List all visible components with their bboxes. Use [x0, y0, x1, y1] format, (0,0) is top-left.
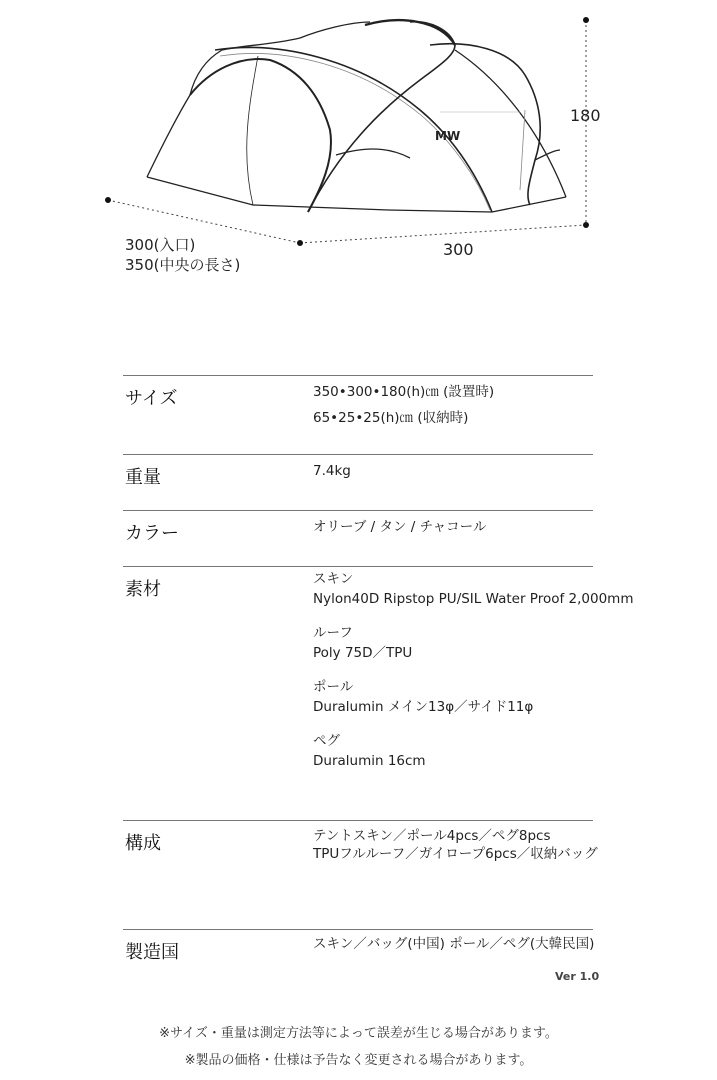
- depth-dimension-label-center: 350(中央の長さ): [125, 256, 241, 274]
- spec-label: サイズ: [125, 388, 178, 409]
- spec-label: 重量: [125, 467, 161, 488]
- spec-value: Nylon40D Ripstop PU/SIL Water Proof 2,000mm: [313, 591, 634, 607]
- spec-row-components: [123, 820, 598, 931]
- spec-label: カラー: [125, 523, 179, 544]
- spec-value: スキン: [313, 571, 354, 587]
- spec-value: ルーフ: [313, 625, 353, 641]
- spec-row-weight: [123, 454, 593, 511]
- spec-value: オリーブ / タン / チャコール: [313, 519, 487, 535]
- tent-diagram: [0, 0, 717, 290]
- spec-value: Duralumin メイン13φ／サイド11φ: [313, 699, 534, 715]
- tent-illustration: [0, 0, 717, 290]
- spec-value: テントスキン／ポール4pcs／ペグ8pcs: [313, 828, 551, 844]
- width-dimension-label: 300: [443, 240, 474, 259]
- spec-label: 構成: [125, 833, 161, 854]
- disclaimer-note: ※サイズ・重量は測定方法等によって誤差が生じる場合があります。: [159, 1026, 558, 1041]
- spec-value: Poly 75D／TPU: [313, 645, 413, 661]
- spec-value: Duralumin 16cm: [313, 753, 426, 769]
- spec-row-material: [123, 566, 634, 817]
- spec-label: 製造国: [125, 942, 179, 963]
- spec-row-color: [123, 510, 593, 567]
- spec-row-size: [123, 375, 593, 456]
- spec-value: 7.4kg: [313, 463, 351, 479]
- spec-label: 素材: [125, 579, 161, 600]
- brand-logo: MW: [435, 129, 461, 143]
- depth-dimension-label-entrance: 300(入口): [125, 236, 196, 254]
- spec-value: 350•300•180(h)㎝ (設置時): [313, 384, 495, 400]
- height-dimension-label: 180: [570, 106, 601, 125]
- spec-value: スキン／バッグ(中国) ポール／ペグ(大韓民国): [313, 936, 595, 952]
- spec-value: 65•25•25(h)㎝ (収納時): [313, 410, 469, 426]
- spec-row-origin: [123, 929, 593, 970]
- version-label: Ver 1.0: [555, 970, 600, 983]
- spec-value: ポール: [313, 679, 354, 695]
- spec-value: ペグ: [313, 733, 340, 749]
- spec-value: TPUフルルーフ／ガイロープ6pcs／収納バッグ: [313, 846, 598, 862]
- disclaimer-note: ※製品の価格・仕様は予告なく変更される場合があります。: [184, 1053, 533, 1068]
